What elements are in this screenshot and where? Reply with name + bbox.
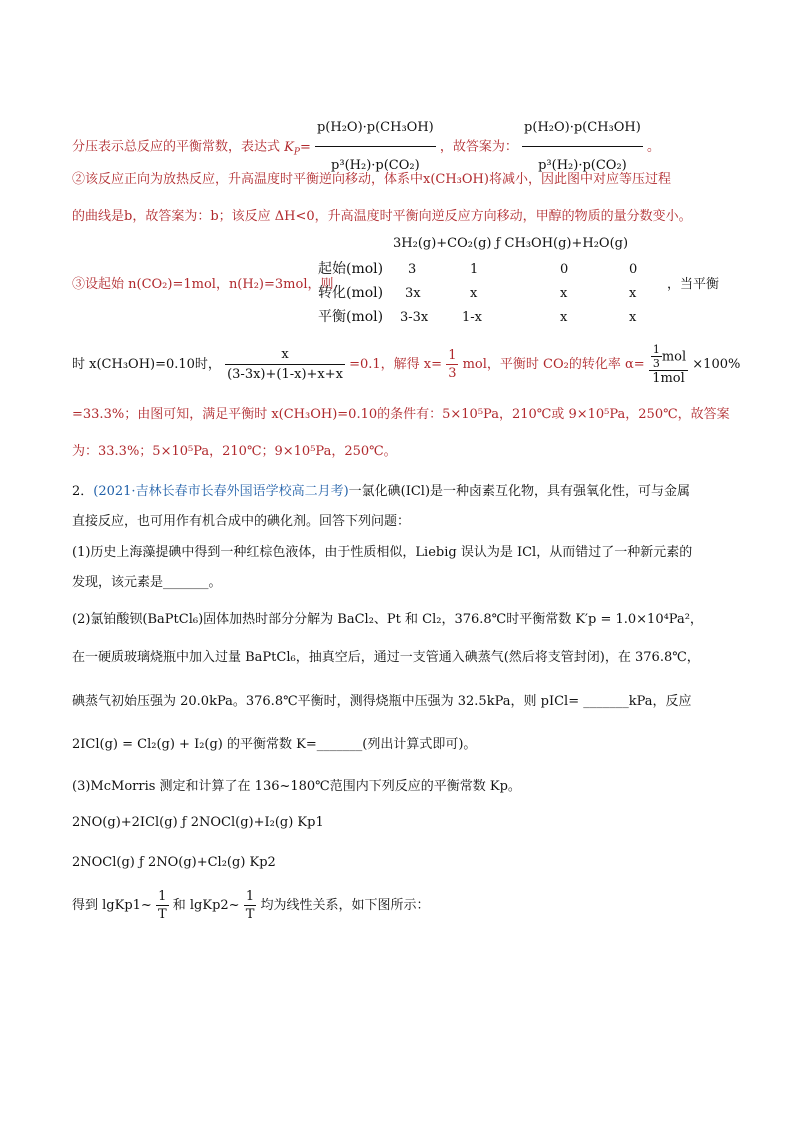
row-label-start: 起始(mol): [318, 261, 384, 277]
x-value-fraction: [446, 348, 458, 382]
inv-t-num-1: 1: [158, 888, 167, 904]
inverse-T-fraction-1: [156, 889, 169, 923]
eq-h2o: x: [629, 310, 637, 325]
part-2-line-3: 碘蒸气初始压强为 20.0kPa。376.8℃平衡时，测得烧瓶中压强为 32.5kPa，则 pICl= _______kPa，反应: [72, 694, 692, 709]
part3-mid: 和 lgKp2~: [172, 898, 240, 913]
line1-prefix: 分压表示总反应的平衡常数，表达式: [72, 139, 281, 155]
alpha-inner-fraction: [651, 344, 662, 370]
start-ch3oh: 0: [560, 262, 569, 277]
x-den: 3: [448, 365, 457, 381]
question-intro: 一氯化碘(ICl)是一种卤素互化物，具有强氧化性，可与金属: [348, 484, 691, 499]
part-1-line-2: 发现，该元素是_______。: [72, 575, 222, 590]
line5-post: mol，平衡时 CO₂的转化率 α=: [462, 357, 645, 372]
part-2-line-4: 2ICl(g) = Cl₂(g) + I₂(g) 的平衡常数 K=_______(列出计算式即可)。: [72, 737, 477, 752]
alpha-unit: mol: [661, 349, 687, 364]
eq-co2: 1-x: [462, 310, 482, 325]
kp-sub: P: [293, 147, 300, 158]
alpha-fraction: [649, 344, 688, 386]
mole-fraction-den: (3-3x)+(1-x)+x+x: [225, 364, 345, 384]
eq-ch3oh: x: [560, 310, 568, 325]
kp-symbol: $K_P=$: [284, 139, 311, 158]
line1-end: 。: [646, 139, 660, 155]
answer-denominator: p³(H₂)·p(CO₂): [522, 146, 643, 184]
fraction-denominator: p³(H₂)·p(CO₂): [315, 146, 436, 184]
kp-letter: K: [284, 139, 294, 155]
change-h2: 3x: [405, 286, 421, 301]
part-2-line-1: (2)氯铂酸钡(BaPtCl₆)固体加热时部分分解为 BaCl₂、Pt 和 Cl₂，376.8℃时平衡常数 K′p = 1.0×10⁴Pa²，: [72, 612, 703, 627]
part-3-line-1: (3)McMorris 测定和计算了在 136~180℃范围内下列反应的平衡常数 Kp。: [72, 779, 521, 794]
line1-mid: ，故答案为：: [439, 139, 518, 155]
mole-fraction-num: x: [281, 346, 289, 362]
question-source: (2021·吉林长春市长春外国语学校高二月考): [93, 484, 349, 499]
question-2-line-1: [72, 480, 690, 499]
line5-mid: =0.1，解得 x=: [349, 357, 443, 372]
change-h2o: x: [629, 286, 637, 301]
line5-prefix: 时 x(CH₃OH)=0.10时，: [72, 357, 221, 372]
part3-post: 均为线性关系，如下图所示：: [260, 898, 430, 913]
inv-t-den-2: T: [245, 906, 255, 922]
alpha-num: [649, 344, 688, 370]
start-h2o: 0: [629, 262, 638, 277]
solution-line-5: [72, 340, 740, 390]
reaction-equation: 3H₂(g)+CO₂(g) ƒ CH₃OH(g)+H₂O(g): [393, 236, 629, 251]
solution-line-6: =33.3%；由图可知，满足平衡时 x(CH₃OH)=0.10的条件有：5×10⁵Pa，210℃或 9×10⁵Pa，250℃，故答案: [72, 407, 730, 422]
inverse-T-fraction-2: [244, 889, 257, 923]
inv-t-num-2: 1: [245, 888, 255, 904]
inv-t-den-1: T: [157, 906, 167, 922]
reaction-2: 2NOCl(g) ƒ 2NO(g)+Cl₂(g) Kp2: [72, 855, 276, 870]
part-3-line-2: [72, 886, 430, 926]
eq-h2: 3-3x: [400, 310, 429, 325]
question-number: 2．: [72, 484, 94, 499]
answer-numerator: p(H₂O)·p(CH₃OH): [524, 120, 641, 135]
solution-line-3: 的曲线是b，故答案为：b；该反应 ΔH<0，升高温度时平衡向逆反应方向移动，甲醇的物质的量分数变小。: [72, 209, 692, 224]
alpha-den: 1mol: [649, 370, 688, 386]
part-1-line-1: (1)历史上海藻提碘中得到一种红棕色液体，由于性质相似，Liebig 误认为是 ICl，从而错过了一种新元素的: [72, 545, 693, 560]
question-2-line-2: 直接反应，也可用作有机合成中的碘化剂。回答下列问题：: [72, 514, 411, 529]
solution-line-4-end: ，当平衡: [667, 277, 720, 292]
change-ch3oh: x: [560, 286, 568, 301]
line5-end: ×100%: [692, 357, 741, 372]
solution-line-7: 为：33.3%；5×10⁵Pa，210℃；9×10⁵Pa，250℃。: [72, 444, 397, 459]
alpha-inner-den: 3: [652, 356, 660, 370]
change-co2: x: [470, 286, 478, 301]
mole-fraction: [225, 346, 345, 384]
start-h2: 3: [408, 262, 417, 277]
solution-line-2: ②该反应正向为放热反应，升高温度时平衡逆向移动，体系中x(CH₃OH)将减小，因此图中对应等压过程: [72, 172, 671, 187]
part3-prefix: 得到 lgKp1~: [72, 898, 152, 913]
fraction-numerator: p(H₂O)·p(CH₃OH): [316, 120, 434, 135]
solution-line-4-prefix: ③设起始 n(CO₂)=1mol，n(H₂)=3mol，则: [72, 277, 334, 292]
start-co2: 1: [470, 262, 479, 277]
row-label-eq: 平衡(mol): [318, 309, 384, 325]
x-num: 1: [448, 347, 457, 363]
reaction-1: 2NO(g)+2ICl(g) ƒ 2NOCl(g)+I₂(g) Kp1: [72, 815, 324, 830]
row-label-change: 转化(mol): [318, 285, 384, 301]
part-2-line-2: 在一硬质玻璃烧瓶中加入过量 BaPtCl₆，抽真空后，通过一支管通入碘蒸气(然后将支管封闭)，在 376.8℃，: [72, 650, 700, 665]
alpha-inner-num: 1: [652, 342, 660, 356]
